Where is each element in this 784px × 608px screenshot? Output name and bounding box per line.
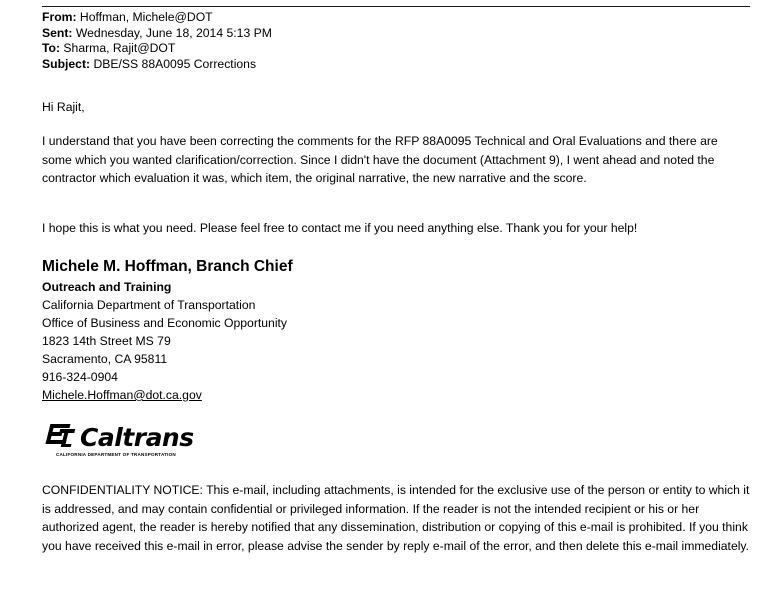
signature-org: California Department of Transportation (42, 298, 256, 312)
body-paragraph-1: I understand that you have been correcting the comments for the RFP 88A0095 Technical and Oral Evaluations and there are some which you wanted clarification/correction. Since I didn't have the document (Attachment 9), I went ahead and noted the contractor which evaluation it was, which item, the original narrative, the new narrative and the score. (42, 134, 718, 185)
subject-header (42, 57, 272, 73)
signature-office: Office of Business and Economic Opportunity (42, 316, 288, 330)
caltrans-tagline: CALIFORNIA DEPARTMENT OF TRANSPORTATION (56, 452, 176, 457)
to-header (42, 41, 272, 57)
caltrans-emblem-icon (45, 424, 77, 447)
subject-value: DBE/SS 88A0095 Corrections (90, 56, 257, 71)
signature-phone: 916-324-0904 (42, 370, 118, 384)
sent-value: Wednesday, June 18, 2014 5:13 PM (72, 25, 272, 40)
signature-email-link[interactable]: Michele.Hoffman@dot.ca.gov (42, 388, 202, 402)
confidentiality-notice: CONFIDENTIALITY NOTICE: This e-mail, including attachments, is intended for the exclusive use of the person or entity to which it is addressed, and may contain confidential or privileged information. If the reader is not the intended recipient or his or her authorized agent, the reader is hereby notified that any dissemination, distribution or copying of this e-mail is prohibited. If you think you have received this e-mail in error, please advise the sender by reply e-mail of the error, and then delete this e-mail immediately. (42, 483, 750, 553)
caltrans-logo (42, 418, 218, 460)
email-headers (42, 10, 272, 72)
subject-label: Subject: (42, 56, 91, 71)
greeting: Hi Rajit, (42, 100, 85, 114)
header-divider (42, 6, 750, 7)
to-value: Sharma, Rajit@DOT (60, 41, 176, 55)
signature-street: 1823 14th Street MS 79 (42, 334, 171, 348)
caltrans-wordmark: Caltrans (80, 423, 194, 452)
signature-city: Sacramento, CA 95811 (42, 352, 168, 366)
from-value: Hoffman, Michele@DOT (76, 10, 213, 24)
signature-name: Michele M. Hoffman, Branch Chief (42, 258, 293, 275)
signature-role: Outreach and Training (42, 280, 172, 294)
sent-header (42, 26, 272, 42)
from-label: From: (42, 10, 77, 24)
signature-block (42, 256, 293, 404)
body-paragraph-2: I hope this is what you need. Please feel free to contact me if you need anything else. Thank you for your help! (42, 221, 638, 235)
to-label: To: (42, 41, 61, 55)
sent-label: Sent: (42, 25, 73, 40)
from-header (42, 10, 272, 26)
